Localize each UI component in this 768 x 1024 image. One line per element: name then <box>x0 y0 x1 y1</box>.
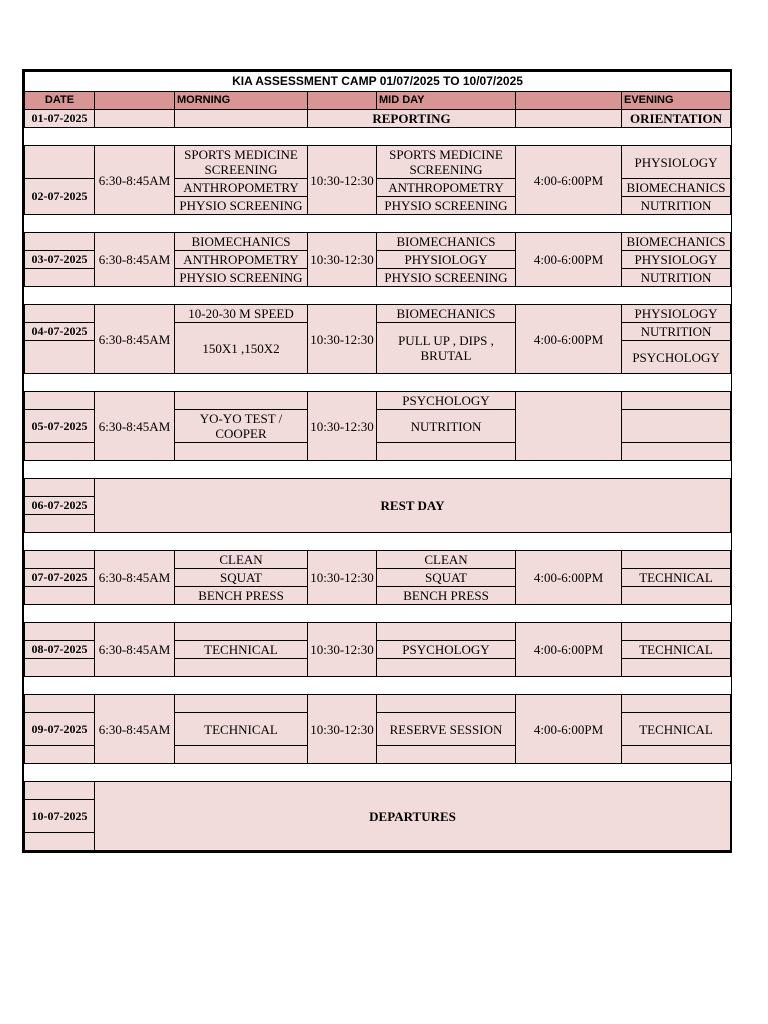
departures-cell: DEPARTURES <box>95 782 731 851</box>
session-cell: TECHNICAL <box>175 713 308 746</box>
session-cell: BENCH PRESS <box>377 587 516 605</box>
session-cell: BIOMECHANICS <box>377 233 516 251</box>
session-cell: SQUAT <box>377 569 516 587</box>
session-cell: BIOMECHANICS <box>377 305 516 323</box>
evening-time: 4:00-6:00PM <box>516 305 622 374</box>
orientation-cell: ORIENTATION <box>622 110 731 128</box>
session-cell: ANTHROPOMETRY <box>377 179 516 197</box>
session-cell: TECHNICAL <box>622 641 731 659</box>
midday-time: 10:30-12:30 <box>308 233 377 287</box>
session-cell: PULL UP , DIPS , BRUTAL <box>377 323 516 374</box>
session-cell: PHYSIO SCREENING <box>175 269 308 287</box>
session-cell: PHYSIOLOGY <box>377 251 516 269</box>
day-date: 09-07-2025 <box>25 713 95 746</box>
evening-time: 4:00-6:00PM <box>516 695 622 764</box>
session-cell: PSYCHOLOGY <box>377 392 516 410</box>
midday-time: 10:30-12:30 <box>308 695 377 764</box>
session-cell: CLEAN <box>175 551 308 569</box>
midday-time: 10:30-12:30 <box>308 392 377 461</box>
day-date: 05-07-2025 <box>25 410 95 443</box>
day-date: 03-07-2025 <box>25 251 95 269</box>
evening-time: 4:00-6:00PM <box>516 233 622 287</box>
session-cell: NUTRITION <box>377 410 516 443</box>
spacer-row <box>25 128 731 146</box>
schedule-table <box>24 71 731 851</box>
session-cell: PHYSIOLOGY <box>622 251 731 269</box>
session-cell: BIOMECHANICS <box>175 233 308 251</box>
morning-time: 6:30-8:45AM <box>95 392 175 461</box>
spacer-row <box>25 461 731 479</box>
session-cell: PHYSIO SCREENING <box>175 197 308 215</box>
morning-time: 6:30-8:45AM <box>95 233 175 287</box>
sheet-title: KIA ASSESSMENT CAMP 01/07/2025 TO 10/07/2025 <box>25 72 731 92</box>
spacer-row <box>25 764 731 782</box>
morning-time: 6:30-8:45AM <box>95 146 175 215</box>
session-cell: PHYSIOLOGY <box>622 146 731 179</box>
day-date: 10-07-2025 <box>25 800 95 833</box>
session-cell: PHYSIO SCREENING <box>377 269 516 287</box>
session-cell: ANTHROPOMETRY <box>175 251 308 269</box>
schedule-sheet <box>22 69 732 853</box>
evening-time: 4:00-6:00PM <box>516 146 622 215</box>
day-row <box>25 233 731 251</box>
header-blank-1 <box>95 92 175 110</box>
morning-time: 6:30-8:45AM <box>95 695 175 764</box>
session-cell: ANTHROPOMETRY <box>175 179 308 197</box>
spacer-row <box>25 215 731 233</box>
session-cell: NUTRITION <box>622 197 731 215</box>
session-cell: SPORTS MEDICINE SCREENING <box>175 146 308 179</box>
session-cell: BIOMECHANICS <box>622 233 731 251</box>
day-row <box>25 392 731 410</box>
day-row <box>25 695 731 713</box>
header-blank-2 <box>308 92 377 110</box>
session-cell: PSYCHOLOGY <box>622 341 731 374</box>
spacer-row <box>25 677 731 695</box>
day-date: 04-07-2025 <box>25 323 95 341</box>
session-cell: CLEAN <box>377 551 516 569</box>
session-cell: SQUAT <box>175 569 308 587</box>
rest-day-cell: REST DAY <box>95 479 731 533</box>
day-row <box>25 479 731 497</box>
day-date: 06-07-2025 <box>25 497 95 515</box>
session-cell: NUTRITION <box>622 269 731 287</box>
spacer-row <box>25 533 731 551</box>
midday-time: 10:30-12:30 <box>308 305 377 374</box>
morning-time: 6:30-8:45AM <box>95 623 175 677</box>
session-cell: 10-20-30 M SPEED <box>175 305 308 323</box>
header-row <box>25 92 731 110</box>
session-cell: PHYSIOLOGY <box>622 305 731 323</box>
midday-time: 10:30-12:30 <box>308 551 377 605</box>
midday-time: 10:30-12:30 <box>308 623 377 677</box>
midday-time: 10:30-12:30 <box>308 146 377 215</box>
session-cell: RESERVE SESSION <box>377 713 516 746</box>
day-row <box>25 305 731 323</box>
morning-time: 6:30-8:45AM <box>95 305 175 374</box>
session-cell: BENCH PRESS <box>175 587 308 605</box>
session-cell: 150X1 ,150X2 <box>175 323 308 374</box>
day-row <box>25 551 731 569</box>
evening-time: 4:00-6:00PM <box>516 623 622 677</box>
day-row <box>25 110 731 128</box>
title-row <box>25 72 731 92</box>
day-date: 07-07-2025 <box>25 569 95 587</box>
reporting-cell: REPORTING <box>308 110 516 128</box>
morning-time: 6:30-8:45AM <box>95 551 175 605</box>
session-cell: TECHNICAL <box>175 641 308 659</box>
day-row <box>25 623 731 641</box>
spacer-row <box>25 374 731 392</box>
header-blank-3 <box>516 92 622 110</box>
day-date: 08-07-2025 <box>25 641 95 659</box>
session-cell: PSYCHOLOGY <box>377 641 516 659</box>
day-row <box>25 146 731 179</box>
header-midday: MID DAY <box>377 92 516 110</box>
header-date: DATE <box>25 92 95 110</box>
session-cell: TECHNICAL <box>622 569 731 587</box>
spacer-row <box>25 605 731 623</box>
header-evening: EVENING <box>622 92 731 110</box>
spacer-row <box>25 287 731 305</box>
session-cell: NUTRITION <box>622 323 731 341</box>
evening-time: 4:00-6:00PM <box>516 551 622 605</box>
header-morning: MORNING <box>175 92 308 110</box>
session-cell: TECHNICAL <box>622 713 731 746</box>
session-cell: SPORTS MEDICINE SCREENING <box>377 146 516 179</box>
day-date: 02-07-2025 <box>25 179 95 215</box>
session-cell: BIOMECHANICS <box>622 179 731 197</box>
day-date: 01-07-2025 <box>25 110 95 128</box>
session-cell: YO-YO TEST / COOPER <box>175 410 308 443</box>
day-row <box>25 782 731 800</box>
session-cell: PHYSIO SCREENING <box>377 197 516 215</box>
